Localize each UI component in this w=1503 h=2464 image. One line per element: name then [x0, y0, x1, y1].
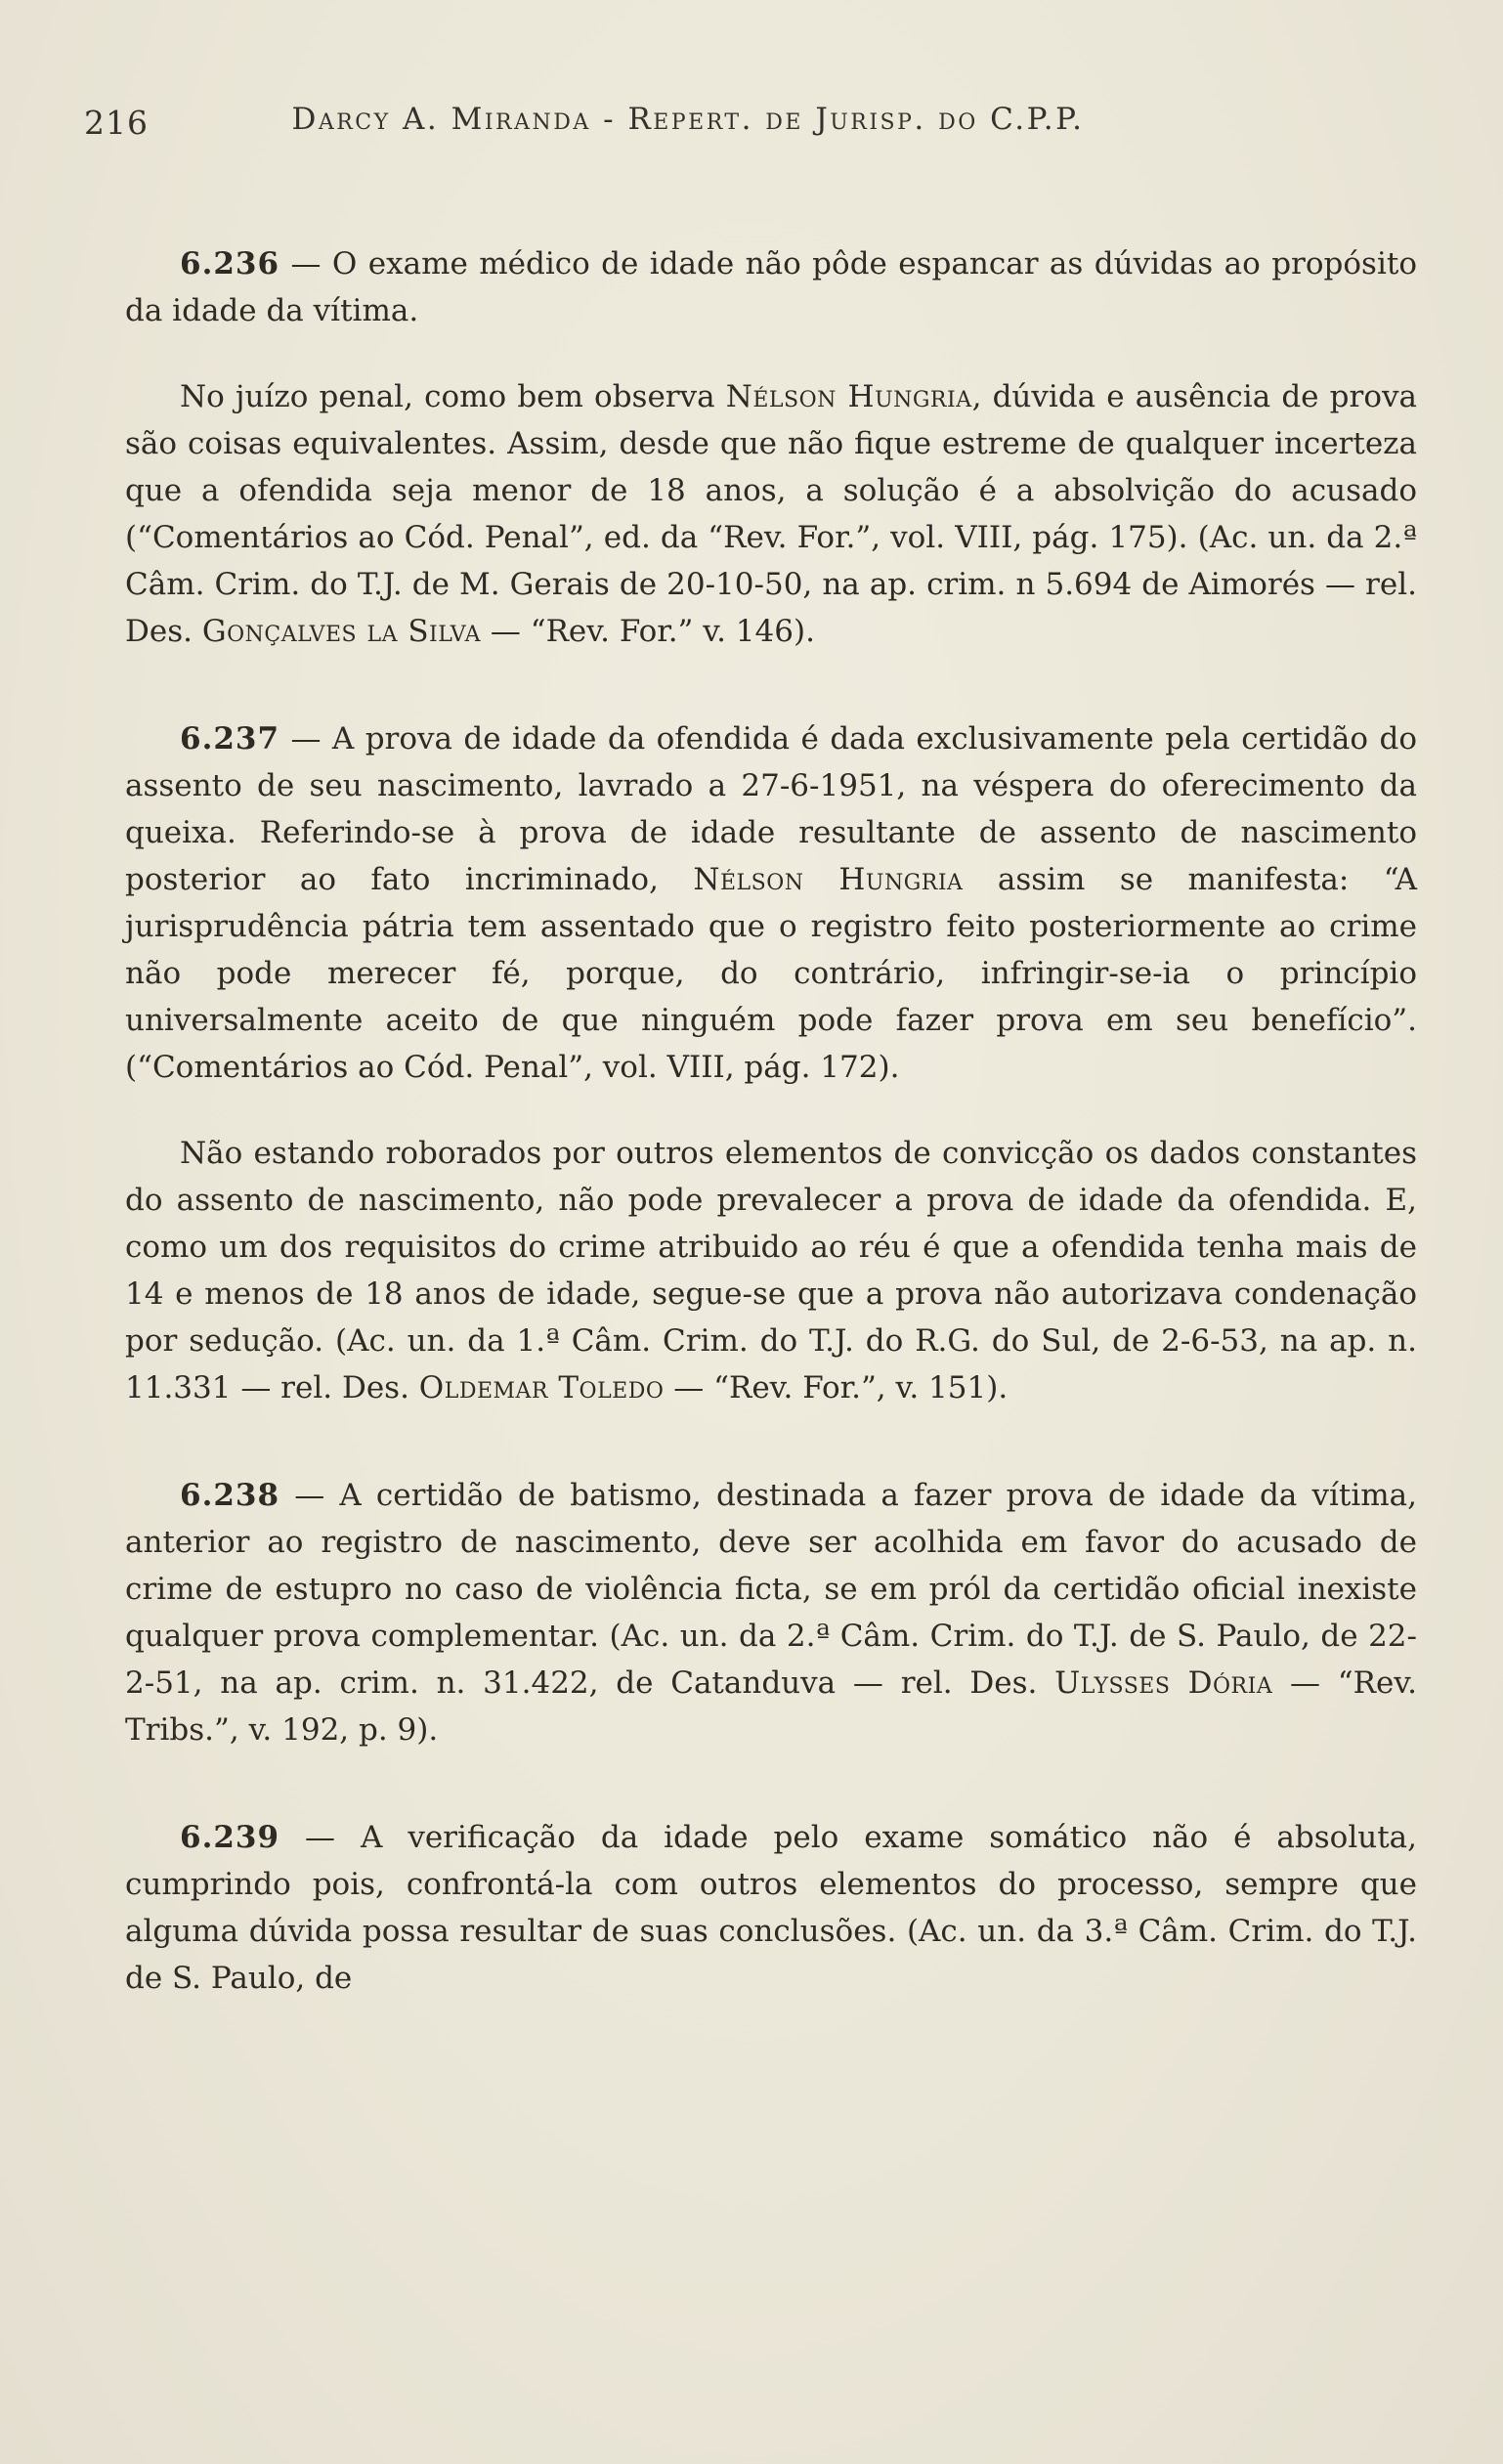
running-head: [0, 102, 1503, 145]
text-run: — “Rev. Tribs.”, v. 192, p. 9).: [125, 1665, 1417, 1748]
entry-6-239: [125, 1814, 1417, 2002]
text-run: No juízo penal, como bem observa: [180, 379, 726, 414]
smallcaps-name: Gonçalves la Silva: [201, 614, 482, 649]
entry-6-236: [125, 240, 1417, 655]
text-run: — A verificação da idade pelo exame somático não é absoluta, cumprindo pois, confrontá-la com outros elementos do processo, sempre que alguma dúvida possa resultar de suas conclusões. (Ac. un. da 3.ª Câm. Crim. do T.J. de S. Paulo, de: [125, 1820, 1417, 1996]
entries-container: [125, 240, 1417, 2002]
entry-number: 6.238: [180, 1478, 280, 1513]
running-title: Darcy A. Miranda - Repert. de Jurisp. do C.P.P.: [291, 102, 1085, 137]
text-run: — “Rev. For.”, v. 151).: [664, 1370, 1009, 1405]
text-run: — “Rev. For.” v. 146).: [481, 614, 815, 649]
smallcaps-name: Oldemar Toledo: [418, 1370, 665, 1405]
entry-number: 6.239: [180, 1820, 280, 1855]
page-number: 216: [84, 104, 149, 142]
paragraph: [125, 1472, 1417, 1753]
entry-6-238: [125, 1472, 1417, 1753]
entry-number: 6.237: [180, 721, 280, 756]
smallcaps-name: Ulysses Dória: [1054, 1665, 1273, 1701]
text-run: assim se manifesta: “A jurisprudência pátria tem assentado que o registro feito posteriormente ao crime não pode merecer fé, porque, do contrário, infringir-se-ia o princípio universalmente aceito de que ninguém pode fazer prova em seu benefício”. (“Comentários ao Cód. Penal”, vol. VIII, pág. 172).: [125, 862, 1417, 1085]
entry-number: 6.236: [180, 246, 280, 281]
smallcaps-name: Nélson Hungria: [693, 862, 964, 897]
smallcaps-name: Nélson Hungria: [725, 379, 972, 414]
paragraph: [125, 715, 1417, 1091]
text-run: — O exame médico de idade não pôde espancar as dúvidas ao propósito da idade da vítima.: [125, 246, 1417, 328]
paragraph: [125, 1814, 1417, 2002]
paragraph: [125, 373, 1417, 655]
text-run: — A prova de idade da ofendida é dada exclusivamente pela certidão do assento de seu nascimento, lavrado a 27-6-1951, na véspera do oferecimento da queixa. Referindo-se à prova de idade resultante de assento de nascimento posterior ao fato incriminado,: [125, 721, 1417, 897]
paragraph: [125, 240, 1417, 334]
entry-6-237: [125, 715, 1417, 1411]
paragraph: [125, 1130, 1417, 1411]
text-run: — A certidão de batismo, destinada a fazer prova de idade da vítima, anterior ao registro de nascimento, deve ser acolhida em favor do acusado de crime de estupro no caso de violência ficta, se em pról da certidão oficial inexiste qualquer prova complementar. (Ac. un. da 2.ª Câm. Crim. do T.J. de S. Paulo, de 22-2-51, na ap. crim. n. 31.422, de Catanduva — rel. Des.: [125, 1478, 1417, 1701]
text-run: , dúvida e ausência de prova são coisas equivalentes. Assim, desde que não fique estreme de qualquer incerteza que a ofendida seja menor de 18 anos, a solução é a absolvição do acusado (“Comentários ao Cód. Penal”, ed. da “Rev. For.”, vol. VIII, pág. 175). (Ac. un. da 2.ª Câm. Crim. do T.J. de M. Gerais de 20-10-50, na ap. crim. n 5.694 de Aimorés — rel. Des.: [125, 379, 1417, 649]
text-run: Não estando roborados por outros elementos de convicção os dados constantes do assento de nascimento, não pode prevalecer a prova de idade da ofendida. E, como um dos requisitos do crime atribuido ao réu é que a ofendida tenha mais de 14 e menos de 18 anos de idade, segue-se que a prova não autorizava condenação por sedução. (Ac. un. da 1.ª Câm. Crim. do T.J. do R.G. do Sul, de 2-6-53, na ap. n. 11.331 — rel. Des.: [125, 1136, 1417, 1405]
